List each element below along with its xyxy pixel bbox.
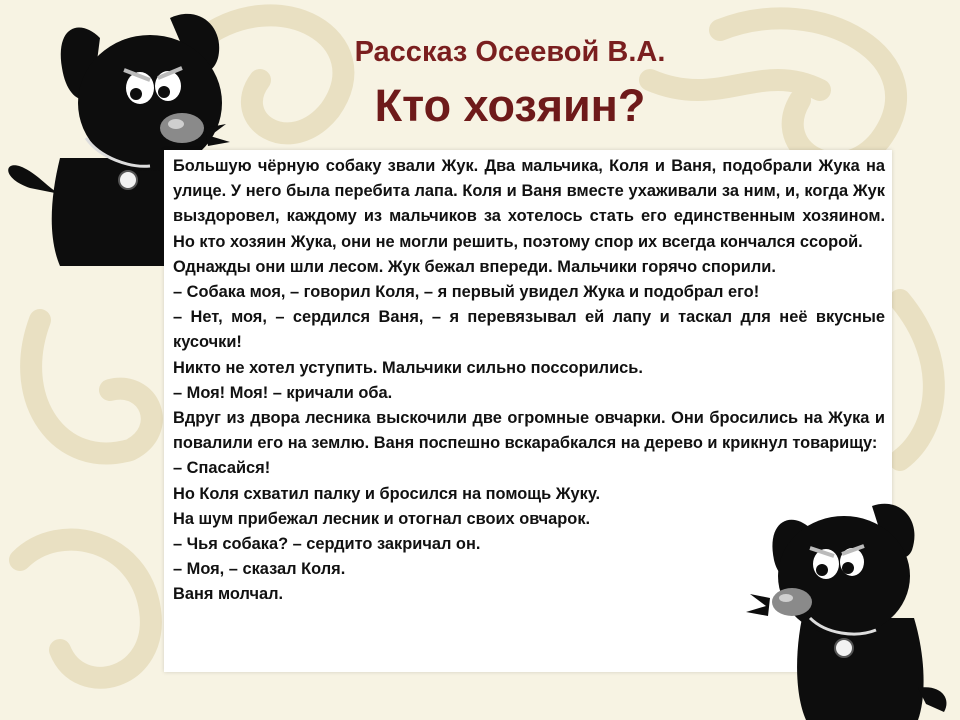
story-paragraph: Ваня молчал.: [173, 585, 284, 604]
story-paragraph: – Моя, – сказал Коля.: [173, 560, 346, 579]
story-title: Кто хозяин?: [374, 80, 646, 131]
story-paragraph: Вдруг из двора лесника выскочили две огромные овчарки. Они бросились на Жука и повалили его на землю. Ваня поспешно вскарабкался на дерево и крикнул товарищу:: [173, 409, 885, 453]
story-paragraph: – Собака моя, – говорил Коля, – я первый увидел Жука и подобрал его!: [173, 283, 760, 302]
story-paragraph: – Нет, моя, – сердился Ваня, – я перевязывал ей лапу и таскал для неё вкусные кусочки!: [173, 308, 885, 352]
cartoon-dog-icon: [740, 498, 958, 720]
story-paragraph: Но Коля схватил палку и бросился на помощь Жуку.: [173, 484, 601, 503]
story-paragraph: – Спасайся!: [173, 459, 271, 478]
story-paragraph: Никто не хотел уступить. Мальчики сильно поссорились.: [173, 358, 643, 377]
story-author-heading: Рассказ Осеевой В.А.: [354, 36, 666, 68]
title-block: [300, 32, 720, 134]
story-paragraph: Большую чёрную собаку звали Жук. Два мальчика, Коля и Ваня, подобрали Жука на улице. У него была перебита лапа. Коля и Ваня вместе ухаживали за ним, и, когда Жук выздоровел, каждому из мальчиков за хотелось стать его единственным хозяином. Но кто хозяин Жука, они не могли решить, поэтому спор их всегда кончался ссорой.: [173, 157, 885, 251]
story-paragraph: – Чья собака? – сердито закричал он.: [173, 535, 481, 554]
story-paragraph: – Моя! Моя! – кричали оба.: [173, 383, 393, 402]
story-paragraph: Однажды они шли лесом. Жук бежал впереди. Мальчики горячо спорили.: [173, 257, 776, 276]
story-paragraph: На шум прибежал лесник и отогнал своих овчарок.: [173, 509, 591, 528]
